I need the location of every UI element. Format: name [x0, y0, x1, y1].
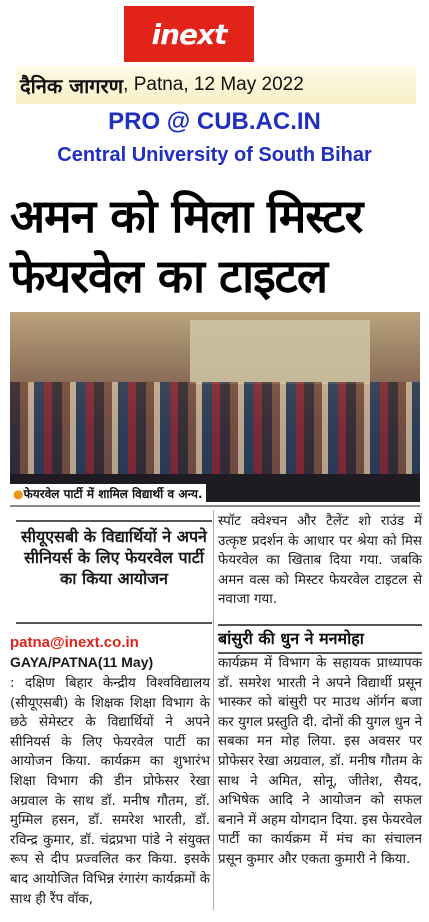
- secondary-subheading: बांसुरी की धुन ने मनमोहा: [218, 624, 422, 654]
- story-dateline: GAYA/PATNA(11 May): [10, 654, 154, 670]
- body-column-1: : दक्षिण बिहार केन्द्रीय विश्वविद्यालय (सीयूएसबी) के शिक्षक शिक्षा विभाग के छठे सेमेस्टर के विद्यार्थियों ने अपने सीनियर्स के लिए फेयरवेल पार्टी का आयोजन किया. कार्यक्रम का शुभारंभ शिक्षा विभाग की डीन प्रोफेसर रेखा अग्रवाल के साथ डॉ. मनीष गौतम, डॉ. मुम्मिल हसन, डॉ. समरेश भारती, डॉ. रविन्द्र कुमार, डॉ. चंद्रप्रभा पांडे ने संयुक्त रूप से दीप प्रज्वलित कर किया. इसके बाद आयोजित विभिन्न रंगारंग कार्यक्रमों के साथ ही रैंप वॉक,: [10, 676, 210, 907]
- photo-caption: [10, 484, 206, 503]
- paper-name: दैनिक जागरण: [20, 73, 124, 98]
- group-photo: [10, 312, 420, 502]
- stage-banner: [190, 320, 370, 384]
- masthead-dateline: [16, 66, 416, 104]
- pro-credit: PRO @ CUB.AC.IN: [108, 108, 321, 135]
- university-name: Central University of South Bihar: [57, 144, 372, 166]
- section-rule: [10, 505, 420, 507]
- column-divider: [213, 510, 214, 910]
- headline-line-1: अमन को मिला मिस्टर: [10, 189, 363, 243]
- body-column-2-bottom: कार्यक्रम में विभाग के सहायक प्राध्यापक डॉ. समरेश भारती ने अपने विद्यार्थी प्रसून भास्कर को बांसुरी पर माउथ ऑर्गन बजा कर युगल प्रस्तुति दी. दोनों की युगल धुन ने सबका मन मोह लिया. इस अवसर पर प्रोफेसर रेखा अग्रवाल, डॉ. मनीष गौतम के साथ ने अमित, सोनू, जीतेश, सैयद, अभिषेक आदि ने आयोजन को सफल बनाने में अहम योगदान दिया. इस फेयरवेल पार्टी का कार्यक्रम में मंच का संचालन प्रसून कुमार और एकता कुमारी ने किया.: [218, 656, 422, 867]
- body-column-2-top: स्पॉट क्वेश्चन और टैलेंट शो राउंड में उत्कृष्ट प्रदर्शन के आधार पर श्रेया को मिस फेयरवेल का खिताब दिया गया. जबकि अमन वत्स को मिस्टर फेयरवेल टाइटल से नवाजा गया.: [218, 514, 422, 608]
- subheadline: सीयूएसबी के विद्यार्थियों ने अपने सीनियर्स के लिए फेयरवेल पार्टी का किया आयोजन: [16, 520, 212, 624]
- headline-line-2: फेयरवेल का टाइटल: [10, 249, 328, 303]
- caption-text: फेयरवेल पार्टी में शामिल विद्यार्थी व अन्य.: [23, 487, 203, 501]
- reporter-email[interactable]: patna@inext.co.in: [10, 634, 139, 651]
- logo-text: inext: [151, 17, 227, 51]
- publication-date: , Patna, 12 May 2022: [123, 74, 304, 95]
- bullet-icon: ●: [13, 487, 24, 501]
- inext-logo: [124, 6, 254, 62]
- headline: [10, 186, 420, 306]
